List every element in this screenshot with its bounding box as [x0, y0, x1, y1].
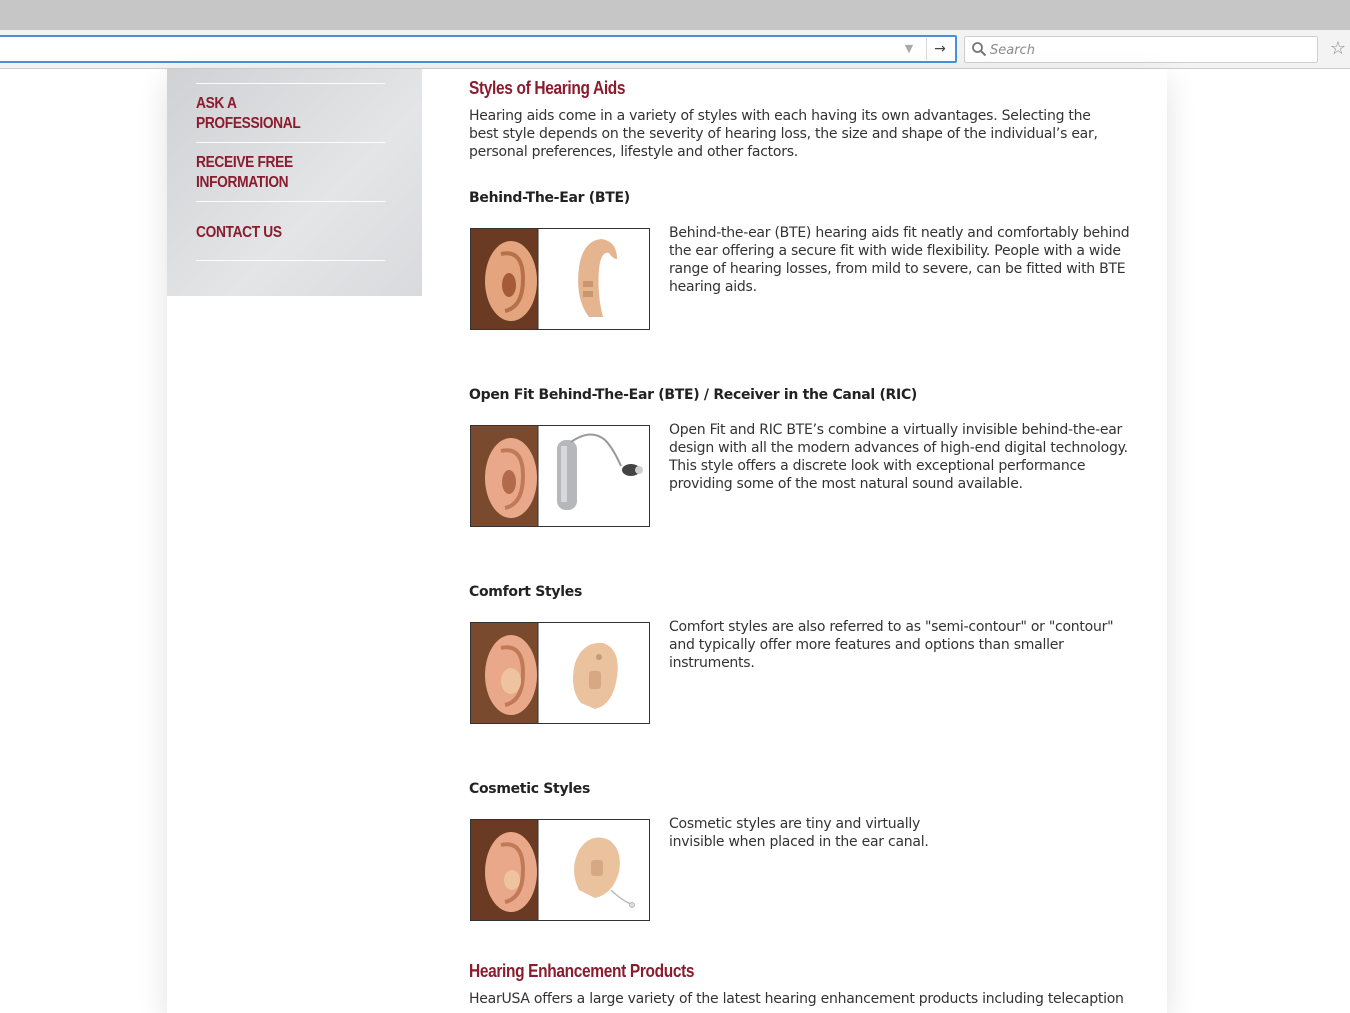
sidebar-divider: [196, 201, 385, 202]
comfort-hearing-aid-image: [470, 622, 650, 724]
sidebar-item-label: INFORMATION: [196, 174, 289, 191]
search-input[interactable]: [990, 40, 1310, 60]
sidebar-divider: [196, 260, 385, 261]
sidebar-item-label: ASK A: [196, 95, 237, 112]
sidebar-divider: [196, 142, 385, 143]
style-description-comfort: Comfort styles are also referred to as "semi-contour" or "contour" and typically offer more features and options than smaller instruments.: [669, 619, 1114, 671]
sidebar-item-contact-us[interactable]: [196, 223, 368, 243]
browser-tab-strip: [0, 0, 1350, 30]
style-heading-ric: Open Fit Behind-The-Ear (BTE) / Receiver in the Canal (RIC): [469, 387, 918, 403]
style-heading-cosmetic: Cosmetic Styles: [469, 781, 591, 797]
enhancement-paragraph: HearUSA offers a large variety of the latest hearing enhancement products including telecaption: [469, 991, 1124, 1007]
dropdown-arrow-icon[interactable]: ▼: [904, 42, 914, 55]
search-icon: [971, 41, 987, 57]
intro-paragraph: Hearing aids come in a variety of styles with each having its own advantages. Selecting the best style depends on the severity of hearing loss, the size and shape of the individual’s ear, personal preferences, lifestyle and other factors.: [469, 108, 1098, 160]
style-description-bte: Behind-the-ear (BTE) hearing aids fit neatly and comfortably behind the ear offering a secure fit with wide flexibility. People with a wide range of hearing losses, from mild to severe, can be fitted with BTE hearing aids.: [669, 225, 1130, 295]
go-arrow-icon[interactable]: →: [934, 41, 946, 57]
sidebar-item-label: RECEIVE FREE: [196, 154, 293, 171]
sidebar-item-receive-free-information[interactable]: [196, 153, 368, 193]
address-bar[interactable]: [0, 35, 957, 63]
sidebar-item-label: PROFESSIONAL: [196, 115, 301, 132]
style-heading-bte: Behind-The-Ear (BTE): [469, 190, 630, 206]
sidebar-item-label: CONTACT US: [196, 224, 282, 241]
style-description-ric: Open Fit and RIC BTE’s combine a virtually invisible behind-the-ear design with all the modern advances of high-end digital technology. This style offers a discrete look with exceptional performance providing some of the most natural sound available.: [669, 422, 1128, 492]
enhancement-title: Hearing Enhancement Products: [469, 961, 695, 981]
address-bar-divider: [926, 38, 927, 60]
style-description-cosmetic: Cosmetic styles are tiny and virtually invisible when placed in the ear canal.: [669, 816, 929, 850]
sidebar-item-ask-a-professional[interactable]: [196, 94, 368, 134]
ric-hearing-aid-image: [470, 425, 650, 527]
page-title: Styles of Hearing Aids: [469, 78, 626, 98]
style-heading-comfort: Comfort Styles: [469, 584, 582, 600]
bte-hearing-aid-image: [470, 228, 650, 330]
bookmark-star-icon[interactable]: ☆: [1329, 38, 1347, 59]
sidebar-divider: [196, 83, 385, 84]
cosmetic-hearing-aid-image: [470, 819, 650, 921]
